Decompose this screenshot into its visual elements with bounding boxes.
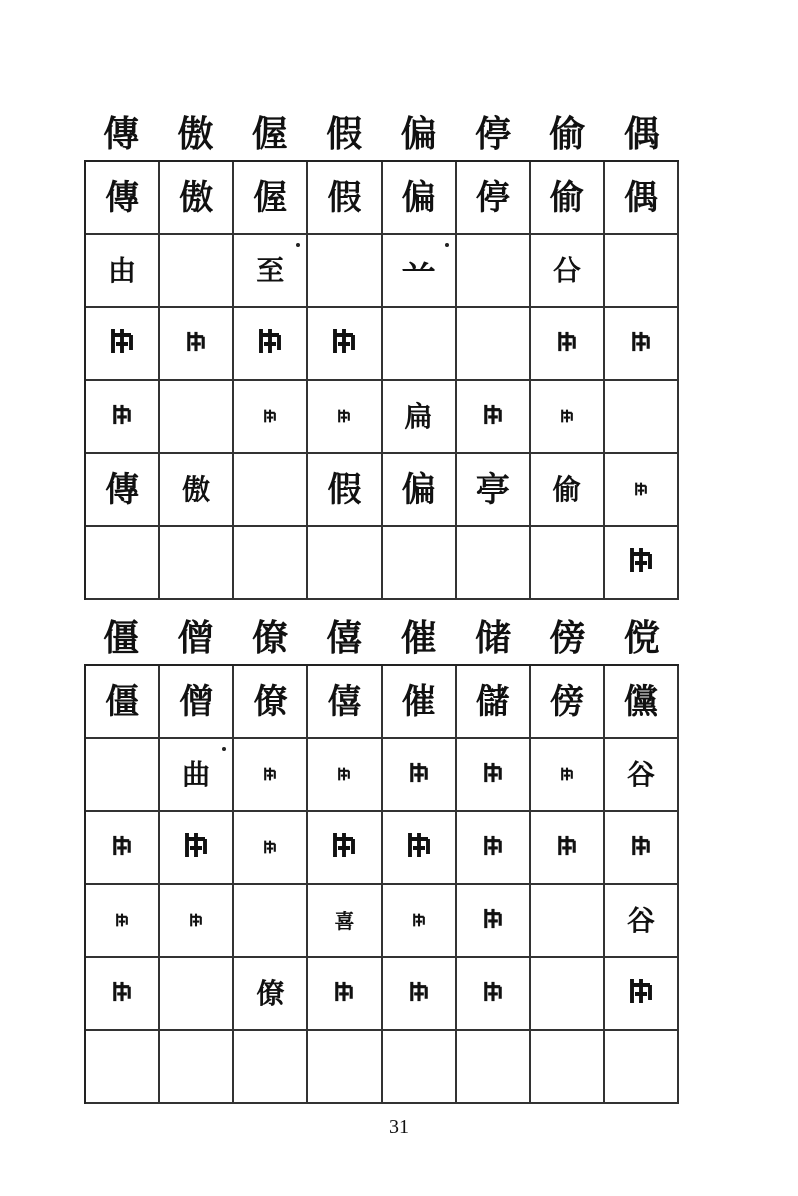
seal-glyph: 偶: [623, 177, 658, 218]
glyph-cell: [86, 885, 160, 958]
glyph-cell: [383, 308, 457, 381]
glyph-cell: [457, 454, 531, 527]
seal-glyph-mark: [262, 765, 278, 785]
glyph-cell: [234, 666, 308, 739]
seal-glyph: 傲: [179, 177, 214, 218]
glyph-cell: [383, 1031, 457, 1104]
glyph-cell: [457, 162, 531, 235]
glyph-cell: [605, 666, 679, 739]
seal-glyph: 曲: [182, 757, 211, 791]
glyph-cell: [531, 381, 605, 454]
seal-glyph: 㕣: [552, 253, 581, 287]
glyph-cell: [308, 958, 382, 1031]
glyph-cell: [308, 162, 382, 235]
seal-glyph: 谷: [626, 757, 655, 791]
header-char: 僖: [326, 617, 363, 659]
character-table-2: [84, 612, 679, 1104]
glyph-cell: [531, 162, 605, 235]
seal-glyph: 僵: [105, 681, 140, 722]
seal-glyph: 傍: [549, 681, 584, 722]
glyph-cell: [457, 381, 531, 454]
glyph-cell: [457, 812, 531, 885]
glyph-cell: [234, 958, 308, 1031]
header-row: [84, 108, 679, 160]
seal-glyph: 喜: [334, 908, 355, 933]
seal-glyph: 䒑: [401, 250, 436, 291]
glyph-cell: [457, 739, 531, 812]
glyph-cell: [605, 527, 679, 600]
header-char: 僚: [251, 617, 288, 659]
glyph-cell: [86, 454, 160, 527]
header-row: [84, 612, 679, 664]
glyph-cell: [234, 454, 308, 527]
seal-glyph-mark: [336, 407, 352, 427]
glyph-cell: [605, 235, 679, 308]
glyph-cell: [160, 162, 234, 235]
seal-glyph-mark: [181, 830, 211, 866]
seal-glyph: 扁: [404, 399, 433, 433]
seal-glyph-mark: [407, 979, 431, 1008]
glyph-cell: [86, 958, 160, 1031]
glyph-cell: [383, 381, 457, 454]
glyph-cell: [605, 739, 679, 812]
glyph-cell: [531, 1031, 605, 1104]
seal-glyph: 停: [475, 177, 510, 218]
glyph-cell: [86, 812, 160, 885]
glyph-cell: [234, 812, 308, 885]
glyph-cell: [457, 527, 531, 600]
glyph-cell: [457, 885, 531, 958]
dot-mark: [445, 243, 449, 247]
seal-glyph-mark: [629, 329, 653, 358]
seal-glyph-mark: [262, 838, 278, 858]
seal-glyph-mark: [559, 407, 575, 427]
seal-glyph-mark: [188, 911, 204, 931]
seal-glyph-mark: [559, 765, 575, 785]
glyph-cell: [531, 308, 605, 381]
seal-glyph-mark: [407, 760, 431, 789]
glyph-cell: [86, 308, 160, 381]
glyph-cell: [531, 958, 605, 1031]
seal-glyph: 僚: [256, 976, 285, 1010]
glyph-cell: [160, 885, 234, 958]
glyph-cell: [160, 958, 234, 1031]
glyph-cell: [605, 812, 679, 885]
seal-glyph-mark: [626, 976, 656, 1012]
glyph-cell: [605, 1031, 679, 1104]
header-char: 傥: [623, 617, 660, 659]
header-char: 僵: [103, 617, 140, 659]
glyph-cell: [308, 666, 382, 739]
glyph-cell: [308, 235, 382, 308]
seal-glyph: 儲: [475, 681, 510, 722]
glyph-cell: [383, 958, 457, 1031]
glyph-cell: [308, 527, 382, 600]
seal-glyph-mark: [481, 833, 505, 862]
seal-glyph: 偏: [401, 469, 436, 510]
glyph-cell: [605, 381, 679, 454]
seal-glyph-mark: [481, 760, 505, 789]
seal-glyph: 僚: [253, 681, 288, 722]
seal-glyph: 偓: [253, 177, 288, 218]
header-char: 停: [475, 113, 512, 155]
glyph-cell: [160, 454, 234, 527]
glyph-cell: [383, 666, 457, 739]
glyph-cell: [86, 235, 160, 308]
seal-glyph-mark: [404, 830, 434, 866]
glyph-cell: [234, 739, 308, 812]
glyph-cell: [308, 308, 382, 381]
seal-glyph: 由: [108, 253, 137, 287]
glyph-cell: [86, 739, 160, 812]
seal-glyph-mark: [110, 402, 134, 431]
glyph-cell: [605, 162, 679, 235]
glyph-cell: [383, 739, 457, 812]
seal-glyph-mark: [481, 906, 505, 935]
seal-glyph: 偷: [549, 177, 584, 218]
glyph-cell: [605, 958, 679, 1031]
glyph-cell: [86, 527, 160, 600]
header-char: 偶: [623, 113, 660, 155]
seal-glyph: 催: [401, 681, 436, 722]
glyph-cell: [383, 527, 457, 600]
seal-glyph: 傳: [105, 177, 140, 218]
header-char: 偏: [400, 113, 437, 155]
seal-glyph: 谷: [626, 903, 655, 937]
seal-glyph: 亭: [475, 469, 510, 510]
seal-glyph-mark: [184, 329, 208, 358]
glyph-cell: [531, 885, 605, 958]
seal-glyph-mark: [255, 326, 285, 362]
header-char: 偷: [549, 113, 586, 155]
header-char: 偓: [251, 113, 288, 155]
seal-glyph-mark: [629, 833, 653, 862]
seal-glyph-mark: [633, 480, 649, 500]
header-char: 傲: [177, 113, 214, 155]
glyph-cell: [160, 1031, 234, 1104]
glyph-cell: [308, 812, 382, 885]
glyph-cell: [160, 666, 234, 739]
header-char: 催: [400, 617, 437, 659]
glyph-cell: [457, 235, 531, 308]
glyph-cell: [531, 235, 605, 308]
glyph-cell: [308, 885, 382, 958]
seal-glyph: 偏: [401, 177, 436, 218]
glyph-cell: [160, 812, 234, 885]
character-table-1: [84, 108, 679, 600]
glyph-cell: [86, 162, 160, 235]
seal-glyph-mark: [336, 765, 352, 785]
seal-glyph-mark: [329, 326, 359, 362]
glyph-cell: [86, 1031, 160, 1104]
glyph-cell: [457, 666, 531, 739]
header-char: 僧: [177, 617, 214, 659]
glyph-cell: [605, 454, 679, 527]
glyph-cell: [531, 527, 605, 600]
glyph-cell: [234, 527, 308, 600]
dot-mark: [296, 243, 300, 247]
glyph-grid: [84, 664, 679, 1104]
seal-glyph-mark: [110, 833, 134, 862]
glyph-cell: [457, 958, 531, 1031]
seal-glyph-mark: [481, 402, 505, 431]
glyph-cell: [234, 885, 308, 958]
glyph-cell: [234, 235, 308, 308]
glyph-cell: [86, 381, 160, 454]
glyph-cell: [531, 739, 605, 812]
seal-glyph: 僧: [179, 681, 214, 722]
glyph-cell: [160, 527, 234, 600]
glyph-cell: [457, 1031, 531, 1104]
header-char: 储: [475, 617, 512, 659]
header-char: 假: [326, 113, 363, 155]
glyph-cell: [383, 885, 457, 958]
seal-glyph-mark: [626, 545, 656, 581]
seal-glyph: 假: [327, 469, 362, 510]
seal-glyph: 傳: [105, 469, 140, 510]
seal-glyph: 至: [256, 253, 285, 287]
glyph-cell: [234, 308, 308, 381]
glyph-cell: [308, 454, 382, 527]
glyph-cell: [234, 1031, 308, 1104]
seal-glyph: 僖: [327, 681, 362, 722]
seal-glyph-mark: [110, 979, 134, 1008]
seal-glyph-mark: [114, 911, 130, 931]
seal-glyph-mark: [555, 329, 579, 358]
glyph-cell: [234, 381, 308, 454]
page-number: 31: [389, 1116, 409, 1138]
seal-glyph-mark: [481, 979, 505, 1008]
glyph-cell: [605, 885, 679, 958]
glyph-cell: [531, 454, 605, 527]
seal-glyph-mark: [332, 979, 356, 1008]
glyph-cell: [605, 308, 679, 381]
glyph-cell: [531, 812, 605, 885]
header-char: 傳: [103, 113, 140, 155]
glyph-cell: [383, 162, 457, 235]
glyph-cell: [383, 454, 457, 527]
seal-glyph-mark: [411, 911, 427, 931]
glyph-cell: [86, 666, 160, 739]
seal-glyph: 傲: [182, 472, 211, 506]
glyph-cell: [160, 235, 234, 308]
glyph-cell: [531, 666, 605, 739]
glyph-cell: [383, 812, 457, 885]
glyph-grid: [84, 160, 679, 600]
glyph-cell: [234, 162, 308, 235]
dot-mark: [222, 747, 226, 751]
glyph-cell: [383, 235, 457, 308]
seal-glyph-mark: [262, 407, 278, 427]
glyph-cell: [308, 1031, 382, 1104]
seal-glyph: 儻: [623, 681, 658, 722]
glyph-cell: [160, 739, 234, 812]
seal-glyph-mark: [329, 830, 359, 866]
seal-glyph: 假: [327, 177, 362, 218]
seal-glyph-mark: [555, 833, 579, 862]
seal-glyph: 偷: [552, 472, 581, 506]
glyph-cell: [160, 381, 234, 454]
seal-glyph-mark: [107, 326, 137, 362]
glyph-cell: [308, 381, 382, 454]
glyph-cell: [457, 308, 531, 381]
header-char: 傍: [549, 617, 586, 659]
glyph-cell: [308, 739, 382, 812]
glyph-cell: [160, 308, 234, 381]
